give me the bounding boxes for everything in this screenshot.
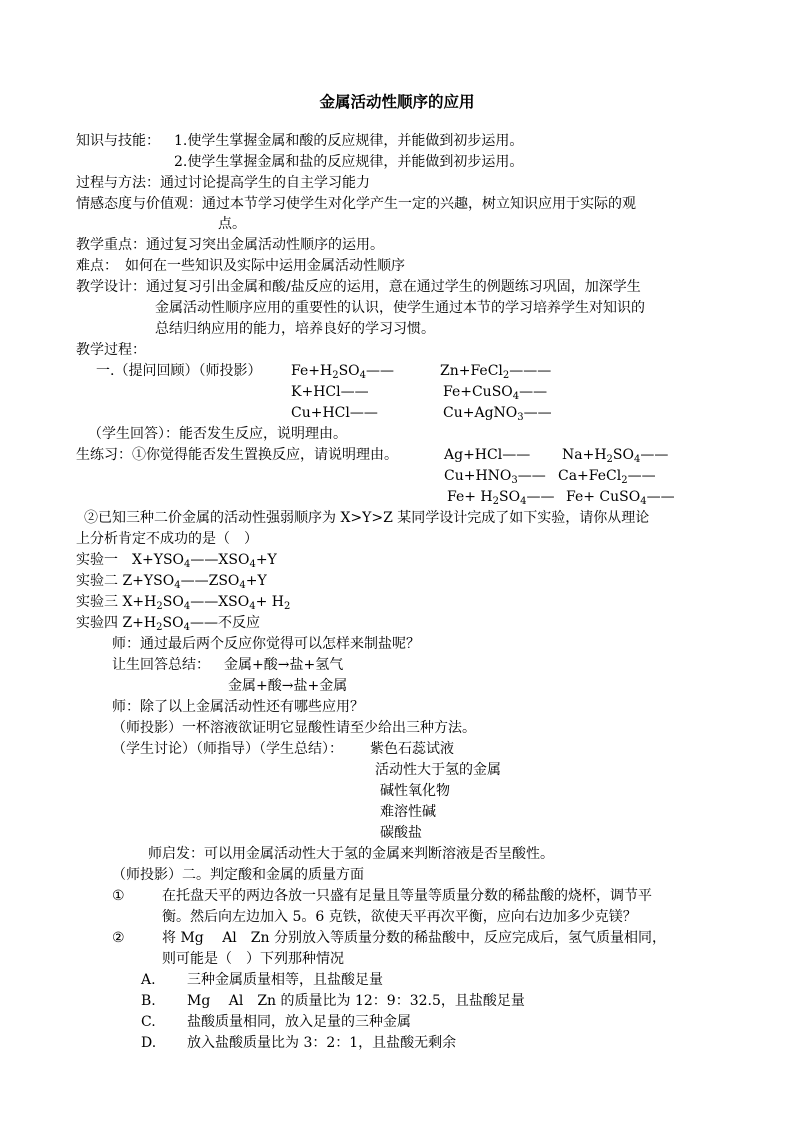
option-letter: C. xyxy=(141,1014,156,1030)
reaction: Fe+ CuSO$_4$—— xyxy=(566,489,675,507)
design-line-3: 总结归纳应用的能力，培养良好的学习习惯。 xyxy=(155,321,435,337)
method-item: 活动性大于氢的金属 xyxy=(375,762,501,778)
design-line-2: 金属活动性顺序应用的重要性的认识，使学生通过本节的学习培养学生对知识的 xyxy=(155,300,645,316)
section1-label: 一.（提问回顾）（师投影） xyxy=(96,363,262,379)
q1-line-2: 衡。然后向左边加入 5。6 克铁，欲使天平再次平衡，应向右边加多少克镁？ xyxy=(162,909,637,925)
reaction: $Na+H_2SO_4——$ xyxy=(562,447,669,465)
knowledge-item-2: 2.使学生掌握金属和盐的反应规律，并能做到初步运用。 xyxy=(174,154,524,170)
summary-2: 金属+酸→盐+金属 xyxy=(228,678,348,694)
attitude-line-2: 点。 xyxy=(218,216,246,232)
option-letter: A. xyxy=(141,972,156,988)
knowledge-label: 知识与技能： xyxy=(76,133,160,149)
question-number: ① xyxy=(112,888,125,904)
discussion-label: （学生讨论）（师指导）（学生总结）： xyxy=(112,741,343,757)
method-item: 难溶性碱 xyxy=(380,804,436,820)
option-text: 放入盐酸质量比为 3：2：1，且盐酸无剩余 xyxy=(187,1035,457,1051)
reaction: $Cu+HNO_3——$ xyxy=(444,468,546,486)
difficulty: 难点： 如何在一些知识及实际中运用金属活动性顺序 xyxy=(76,258,405,274)
design-line-1: 教学设计：通过复习引出金属和酸/盐反应的运用，意在通过学生的例题练习巩固，加深学生 xyxy=(76,279,641,295)
question2-line-1: ②已知三种二价金属的活动性强弱顺序为 X>Y>Z 某同学设计完成了如下实验，请你从理论 xyxy=(84,510,650,526)
experiment-3: 实验三 $X+H_2SO_4——XSO_4+ H_2$ xyxy=(76,594,291,612)
reaction: $Fe+ H_2SO_4——$ xyxy=(447,489,555,507)
q2-line-1: 将 Mg Al Zn 分别放入等质量分数的稀盐酸中，反应完成后，氢气质量相同， xyxy=(162,930,666,946)
experiment-1: 实验一 $X+YSO_4——XSO_4+Y$ xyxy=(76,552,277,570)
reaction: $Fe+H_2SO_4——$ xyxy=(291,363,395,381)
teacher-inspire: 师启发：可以用金属活动性大于氢的金属来判断溶液是否呈酸性。 xyxy=(148,846,554,862)
option-text: 盐酸质量相同，放入足量的三种金属 xyxy=(187,1014,411,1030)
question-number: ② xyxy=(112,930,125,946)
method-item: 碳酸盐 xyxy=(380,825,422,841)
reaction: K+HCl—— xyxy=(291,384,369,400)
section2-heading: （师投影）二。判定酸和金属的质量方面 xyxy=(112,867,364,883)
reaction: Fe+CuSO$_4$—— xyxy=(443,384,548,402)
student-answer: （学生回答）：能否发生反应，说明理由。 xyxy=(88,426,347,442)
experiment-4: 实验四 $Z+H_2SO_4——$不反应 xyxy=(76,615,260,633)
reaction: Ca+FeCl$_2$—— xyxy=(558,468,656,486)
reaction: Zn+FeCl$_2$——— xyxy=(440,363,552,381)
practice-label: 生练习：①你觉得能否发生置换反应，请说明理由。 xyxy=(76,447,398,463)
knowledge-item-1: 1.使学生掌握金属和酸的反应规律，并能做到初步运用。 xyxy=(174,133,524,149)
page-title: 金属活动性顺序的应用 xyxy=(319,92,475,111)
option-letter: B. xyxy=(141,993,156,1009)
summary-1: 金属+酸→盐+氢气 xyxy=(224,657,344,673)
option-text: 三种金属质量相等，且盐酸足量 xyxy=(187,972,383,988)
option-letter: D. xyxy=(141,1035,157,1051)
reaction: Ag+HCl—— xyxy=(444,447,531,463)
projection: （师投影）一杯溶液欲证明它显酸性请至少给出三种方法。 xyxy=(112,720,476,736)
process-heading: 教学过程： xyxy=(76,342,146,358)
option-text: Mg Al Zn 的质量比为 12：9：32.5，且盐酸足量 xyxy=(187,993,525,1009)
process-method: 过程与方法：通过讨论提高学生的自主学习能力 xyxy=(76,175,370,191)
teacher-question-2: 师：除了以上金属活动性还有哪些应用？ xyxy=(112,699,364,715)
key-point: 教学重点：通过复习突出金属活动性顺序的运用。 xyxy=(76,237,384,253)
experiment-2: 实验二 $Z+YSO_4——ZSO_4+Y$ xyxy=(76,573,267,591)
reaction: Cu+AgNO$_3$—— xyxy=(443,405,552,423)
q2-line-2: 则可能是（ ）下列那种情况 xyxy=(162,951,344,967)
reaction: Cu+HCl—— xyxy=(291,405,378,421)
summary-label: 让生回答总结： xyxy=(112,657,210,673)
method-item: 紫色石蕊试液 xyxy=(370,741,454,757)
question2-line-2: 上分析肯定不成功的是（ ） xyxy=(76,531,258,547)
attitude-line-1: 情感态度与价值观：通过本节学习使学生对化学产生一定的兴趣，树立知识应用于实际的观 xyxy=(76,196,636,212)
method-item: 碱性氧化物 xyxy=(380,783,450,799)
teacher-question: 师：通过最后两个反应你觉得可以怎样来制盐呢？ xyxy=(112,636,420,652)
q1-line-1: 在托盘天平的两边各放一只盛有足量且等量等质量分数的稀盐酸的烧杯，调节平 xyxy=(162,888,652,904)
